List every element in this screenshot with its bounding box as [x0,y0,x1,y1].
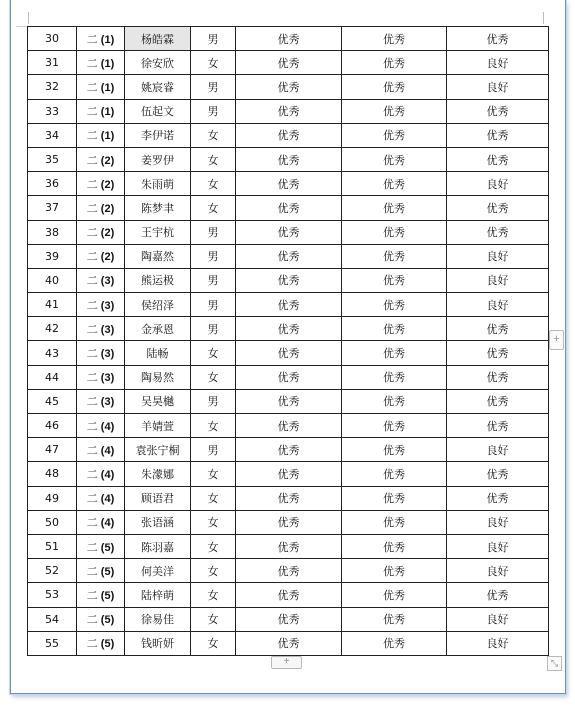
cell-score-1[interactable]: 优秀 [236,99,342,123]
cell-gender[interactable]: 女 [191,172,236,196]
cell-gender[interactable]: 女 [191,147,236,171]
class-number: (5) [100,589,115,602]
grade-label: 二 [86,57,98,70]
cell-class[interactable] [77,220,125,244]
cell-score-1[interactable]: 优秀 [236,51,342,75]
add-column-button[interactable]: + [549,330,564,350]
table-row [28,631,549,655]
grade-label: 二 [86,372,98,385]
grade-label: 二 [86,202,98,215]
class-number: (5) [100,638,115,651]
cell-score-1[interactable]: 优秀 [236,631,342,655]
grade-label: 二 [86,299,98,312]
cell-number[interactable]: 36 [28,172,77,196]
table-row [28,27,549,51]
cell-class[interactable] [77,99,125,123]
cell-class[interactable] [77,341,125,365]
grade-label: 二 [86,614,98,627]
cell-score-1[interactable]: 优秀 [236,147,342,171]
cell-number[interactable]: 38 [28,220,77,244]
class-number: (1) [100,57,115,70]
cell-score-2[interactable]: 优秀 [342,123,447,147]
cell-score-1[interactable]: 优秀 [236,438,342,462]
table-row [28,486,549,510]
cell-gender[interactable]: 男 [191,75,236,99]
cell-number[interactable]: 45 [28,389,77,413]
cell-score-2[interactable]: 优秀 [342,534,447,558]
cell-score-2[interactable]: 优秀 [342,172,447,196]
cell-gender[interactable]: 女 [191,607,236,631]
cell-gender[interactable]: 女 [191,534,236,558]
cell-name[interactable]: 袁张宁桐 [125,438,191,462]
cell-score-3[interactable]: 良好 [447,293,549,317]
class-number: (4) [100,444,115,457]
cell-gender[interactable]: 女 [191,51,236,75]
cell-score-3[interactable]: 优秀 [447,123,549,147]
table-row [28,365,549,389]
class-number: (1) [100,33,115,46]
cell-class[interactable] [77,244,125,268]
cell-score-2[interactable]: 优秀 [342,631,447,655]
cell-score-2[interactable]: 优秀 [342,414,447,438]
class-number: (2) [100,251,115,264]
cell-name[interactable]: 王宇杭 [125,220,191,244]
cell-gender[interactable]: 女 [191,123,236,147]
cell-score-2[interactable]: 优秀 [342,317,447,341]
cell-name[interactable]: 陈羽嘉 [125,534,191,558]
table-row [28,123,549,147]
class-number: (3) [100,348,115,361]
class-number: (1) [100,81,115,94]
cell-class[interactable] [77,172,125,196]
cell-gender[interactable]: 男 [191,27,236,51]
grade-label: 二 [86,323,98,336]
cell-score-1[interactable]: 优秀 [236,389,342,413]
class-number: (4) [100,420,115,433]
class-number: (4) [100,468,115,481]
table-row [28,534,549,558]
table-row [28,462,549,486]
cell-score-3[interactable]: 优秀 [447,27,549,51]
class-number: (5) [100,565,115,578]
table-resize-handle[interactable]: ⤡ [547,656,562,671]
cell-score-3[interactable]: 优秀 [447,389,549,413]
cell-number[interactable]: 46 [28,414,77,438]
cell-gender[interactable]: 男 [191,268,236,292]
cell-score-3[interactable]: 优秀 [447,147,549,171]
grade-label: 二 [86,81,98,94]
cell-number[interactable]: 44 [28,365,77,389]
table-row [28,389,549,413]
class-number: (3) [100,275,115,288]
cell-name[interactable]: 姜罗伊 [125,147,191,171]
cell-score-3[interactable]: 良好 [447,244,549,268]
grade-label: 二 [86,517,98,530]
cell-score-2[interactable]: 优秀 [342,438,447,462]
grade-label: 二 [86,541,98,554]
table-row [28,414,549,438]
class-number: (1) [100,106,115,119]
grade-label: 二 [86,275,98,288]
cell-name[interactable]: 羊婧萱 [125,414,191,438]
cell-number[interactable]: 53 [28,583,77,607]
cell-class[interactable] [77,534,125,558]
cell-score-3[interactable]: 良好 [447,607,549,631]
cell-number[interactable]: 55 [28,631,77,655]
grade-label: 二 [86,154,98,167]
cell-number[interactable]: 41 [28,293,77,317]
class-number: (2) [100,154,115,167]
cell-score-3[interactable]: 良好 [447,438,549,462]
cell-score-3[interactable]: 良好 [447,510,549,534]
class-number: (3) [100,396,115,409]
cell-score-1[interactable]: 优秀 [236,365,342,389]
cell-name[interactable]: 吴昊樾 [125,389,191,413]
table-row [28,196,549,220]
cell-number[interactable]: 43 [28,341,77,365]
cell-name[interactable]: 杨皓霖 [125,27,191,51]
table-row [28,268,549,292]
cell-score-1[interactable]: 优秀 [236,607,342,631]
cell-number[interactable]: 48 [28,462,77,486]
cell-gender[interactable]: 男 [191,293,236,317]
cell-name[interactable]: 伍起文 [125,99,191,123]
cell-score-3[interactable]: 良好 [447,268,549,292]
grade-label: 二 [86,444,98,457]
cell-score-1[interactable]: 优秀 [236,244,342,268]
cell-score-1[interactable]: 优秀 [236,196,342,220]
cell-name[interactable]: 陆梓萌 [125,583,191,607]
cell-name[interactable]: 陶嘉然 [125,244,191,268]
cell-score-2[interactable]: 优秀 [342,244,447,268]
cell-class[interactable] [77,75,125,99]
cell-score-3[interactable]: 优秀 [447,317,549,341]
cell-number[interactable]: 52 [28,559,77,583]
table-row [28,559,549,583]
cell-number[interactable]: 39 [28,244,77,268]
cell-number[interactable]: 49 [28,486,77,510]
cell-class[interactable] [77,583,125,607]
cell-score-2[interactable]: 优秀 [342,75,447,99]
cell-score-1[interactable]: 优秀 [236,27,342,51]
cell-score-2[interactable]: 优秀 [342,462,447,486]
grade-label: 二 [86,106,98,119]
cell-name[interactable]: 李伊诺 [125,123,191,147]
cell-name[interactable]: 侯绍泽 [125,293,191,317]
cell-score-1[interactable]: 优秀 [236,486,342,510]
cell-score-3[interactable]: 良好 [447,51,549,75]
cell-score-3[interactable]: 优秀 [447,462,549,486]
cell-score-1[interactable]: 优秀 [236,293,342,317]
class-number: (2) [100,227,115,240]
cell-gender[interactable]: 男 [191,99,236,123]
cell-score-3[interactable]: 良好 [447,75,549,99]
cell-score-1[interactable]: 优秀 [236,341,342,365]
cell-gender[interactable]: 女 [191,510,236,534]
table-row [28,172,549,196]
cell-score-1[interactable]: 优秀 [236,583,342,607]
table-row [28,244,549,268]
table-row [28,510,549,534]
table-row [28,438,549,462]
cell-class[interactable] [77,51,125,75]
grade-label: 二 [86,33,98,46]
cell-class[interactable] [77,631,125,655]
grade-label: 二 [86,396,98,409]
table-row [28,317,549,341]
cell-gender[interactable]: 女 [191,365,236,389]
cell-gender[interactable]: 男 [191,220,236,244]
cell-number[interactable]: 50 [28,510,77,534]
cell-score-3[interactable]: 良好 [447,534,549,558]
table-row [28,583,549,607]
cell-number[interactable]: 30 [28,27,77,51]
grade-label: 二 [86,227,98,240]
cell-number[interactable]: 47 [28,438,77,462]
cell-score-1[interactable]: 优秀 [236,534,342,558]
table-row [28,147,549,171]
cell-gender[interactable]: 女 [191,341,236,365]
cell-score-3[interactable]: 良好 [447,631,549,655]
cell-score-1[interactable]: 优秀 [236,172,342,196]
cell-score-2[interactable]: 优秀 [342,293,447,317]
cell-score-1[interactable]: 优秀 [236,75,342,99]
cell-score-3[interactable]: 优秀 [447,365,549,389]
cell-score-3[interactable]: 优秀 [447,486,549,510]
grade-label: 二 [86,638,98,651]
cell-score-2[interactable]: 优秀 [342,99,447,123]
cell-number[interactable]: 31 [28,51,77,75]
cell-name[interactable]: 金承恩 [125,317,191,341]
cell-score-2[interactable]: 优秀 [342,559,447,583]
cell-score-2[interactable]: 优秀 [342,607,447,631]
cell-class[interactable] [77,414,125,438]
class-number: (5) [100,541,115,554]
margin-corner-mark-left [28,12,29,24]
cell-gender[interactable]: 男 [191,244,236,268]
cell-class[interactable] [77,365,125,389]
add-row-button[interactable]: + [271,656,302,669]
cell-class[interactable] [77,317,125,341]
cell-score-1[interactable]: 优秀 [236,220,342,244]
cell-name[interactable]: 钱昕妍 [125,631,191,655]
cell-class[interactable] [77,607,125,631]
class-number: (4) [100,517,115,530]
cell-name[interactable]: 姚宸睿 [125,75,191,99]
cell-score-3[interactable]: 优秀 [447,196,549,220]
table-row [28,293,549,317]
cell-name[interactable]: 陈梦聿 [125,196,191,220]
cell-score-3[interactable]: 优秀 [447,220,549,244]
cell-name[interactable]: 顾语君 [125,486,191,510]
cell-name[interactable]: 熊运极 [125,268,191,292]
class-number: (3) [100,323,115,336]
class-number: (1) [100,130,115,143]
cell-gender[interactable]: 女 [191,196,236,220]
cell-score-3[interactable]: 良好 [447,559,549,583]
class-number: (5) [100,614,115,627]
grade-label: 二 [86,251,98,264]
class-number: (2) [100,202,115,215]
grade-label: 二 [86,468,98,481]
cell-score-3[interactable]: 优秀 [447,341,549,365]
cell-name[interactable]: 徐易佳 [125,607,191,631]
cell-name[interactable]: 朱雨萌 [125,172,191,196]
cell-class[interactable] [77,510,125,534]
table-row [28,341,549,365]
cell-gender[interactable]: 男 [191,317,236,341]
cell-gender[interactable]: 男 [191,438,236,462]
cell-score-3[interactable]: 优秀 [447,414,549,438]
cell-class[interactable] [77,27,125,51]
cell-number[interactable]: 37 [28,196,77,220]
margin-corner-mark-right [543,12,544,24]
table-row [28,220,549,244]
cell-score-1[interactable]: 优秀 [236,510,342,534]
cell-score-2[interactable]: 优秀 [342,510,447,534]
cell-gender[interactable]: 女 [191,462,236,486]
student-grade-table[interactable] [27,26,549,656]
cell-class[interactable] [77,147,125,171]
cell-gender[interactable]: 女 [191,486,236,510]
cell-gender[interactable]: 男 [191,389,236,413]
cell-score-1[interactable]: 优秀 [236,462,342,486]
class-number: (4) [100,493,115,506]
cell-score-3[interactable]: 优秀 [447,99,549,123]
cell-class[interactable] [77,196,125,220]
grade-label: 二 [86,348,98,361]
table-row [28,99,549,123]
cell-score-2[interactable]: 优秀 [342,147,447,171]
cell-name[interactable]: 何美洋 [125,559,191,583]
cell-number[interactable]: 34 [28,123,77,147]
cell-class[interactable] [77,486,125,510]
class-number: (2) [100,178,115,191]
cell-number[interactable]: 35 [28,147,77,171]
grade-label: 二 [86,178,98,191]
cell-name[interactable]: 朱濛娜 [125,462,191,486]
cell-class[interactable] [77,559,125,583]
cell-name[interactable]: 陆畅 [125,341,191,365]
cell-number[interactable]: 51 [28,534,77,558]
cell-score-2[interactable]: 优秀 [342,27,447,51]
cell-score-2[interactable]: 优秀 [342,220,447,244]
cell-class[interactable] [77,123,125,147]
cell-gender[interactable]: 女 [191,559,236,583]
cell-score-2[interactable]: 优秀 [342,268,447,292]
cell-class[interactable] [77,268,125,292]
class-number: (3) [100,299,115,312]
cell-score-2[interactable]: 优秀 [342,51,447,75]
grade-label: 二 [86,589,98,602]
cell-gender[interactable]: 女 [191,414,236,438]
cell-name[interactable]: 陶易然 [125,365,191,389]
cell-name[interactable]: 徐安欣 [125,51,191,75]
grade-label: 二 [86,493,98,506]
page-top-margin [16,0,544,27]
grade-label: 二 [86,420,98,433]
grade-label: 二 [86,130,98,143]
table-body [28,27,549,656]
cell-score-1[interactable]: 优秀 [236,317,342,341]
cell-class[interactable] [77,462,125,486]
cell-score-1[interactable]: 优秀 [236,123,342,147]
cell-number[interactable]: 54 [28,607,77,631]
cell-class[interactable] [77,438,125,462]
cell-score-2[interactable]: 优秀 [342,486,447,510]
cell-score-3[interactable]: 良好 [447,172,549,196]
cell-score-2[interactable]: 优秀 [342,583,447,607]
cell-score-1[interactable]: 优秀 [236,559,342,583]
table-row [28,75,549,99]
cell-gender[interactable]: 女 [191,583,236,607]
cell-score-1[interactable]: 优秀 [236,268,342,292]
cell-number[interactable]: 32 [28,75,77,99]
cell-score-2[interactable]: 优秀 [342,389,447,413]
cell-gender[interactable]: 女 [191,631,236,655]
cell-score-2[interactable]: 优秀 [342,365,447,389]
cell-number[interactable]: 33 [28,99,77,123]
class-number: (3) [100,372,115,385]
table-row [28,607,549,631]
grade-label: 二 [86,565,98,578]
cell-score-2[interactable]: 优秀 [342,341,447,365]
cell-score-3[interactable]: 优秀 [447,583,549,607]
cell-class[interactable] [77,389,125,413]
cell-name[interactable]: 张语涵 [125,510,191,534]
cell-score-1[interactable]: 优秀 [236,414,342,438]
cell-score-2[interactable]: 优秀 [342,196,447,220]
cell-number[interactable]: 42 [28,317,77,341]
table-row [28,51,549,75]
cell-number[interactable]: 40 [28,268,77,292]
cell-class[interactable] [77,293,125,317]
